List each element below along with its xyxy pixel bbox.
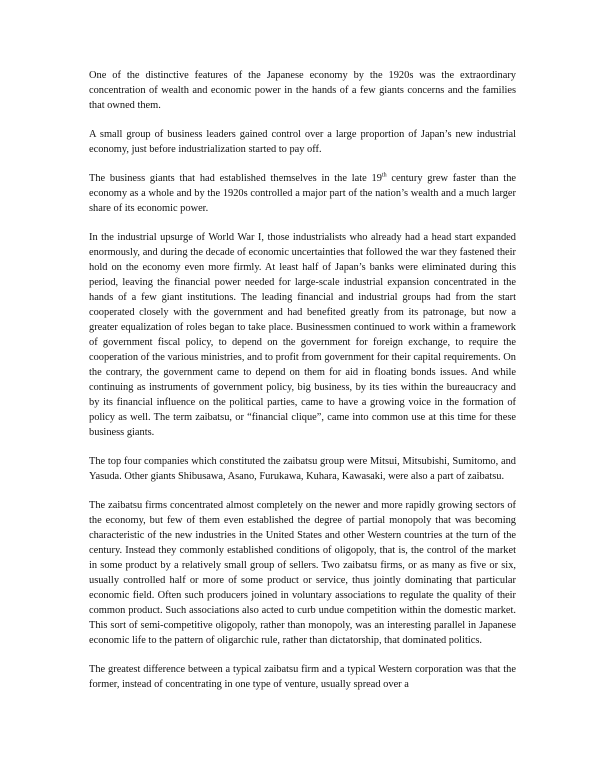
paragraph-6: The zaibatsu firms concentrated almost completely on the newer and more rapidly growing sectors of the economy, but few of them even established the degree of partial monopoly that was becoming characteristic of the new industries in the United States and other Western countries at the turn of the century. Instead they commonly established conditions of oligopoly, that is, the control of the market in some product by a relatively small group of sellers. Two zaibatsu firms, or as many as five or six, usually controlled half or more of some product or service, thus jointly dominating that particular economic field. Often such producers joined in voluntary associations to regulate the quality of their common product. Such associations also acted to curb undue competition within the domestic market. This sort of semi-competitive oligopoly, rather than monopoly, was an interesting parallel in Japanese economic life to the pattern of oligarchic rule, rather than dictatorship, that dominated politics.	[89, 500, 516, 646]
paragraph-2: A small group of business leaders gained control over a large proportion of Japan’s new industrial economy, just before industrialization started to pay off.	[89, 129, 516, 155]
paragraph-5: The top four companies which constituted the zaibatsu group were Mitsui, Mitsubishi, Sumitomo, and Yasuda. Other giants Shibusawa, Asano, Furukawa, Kuhara, Kawasaki, were also a part of zaibatsu.	[89, 456, 516, 482]
paragraph-3-end: century grew faster than the economy as a whole and by the 1920s controlled a major part of the nation’s wealth and a much larger share of its economic power.	[89, 173, 516, 214]
paragraph-3	[89, 171, 516, 216]
paragraph-7: The greatest difference between a typical zaibatsu firm and a typical Western corporation was that the former, instead of concentrating in one type of venture, usually spread over a	[89, 664, 516, 690]
paragraph-3-start: The business giants that had established themselves in the late 19	[89, 173, 382, 184]
ordinal-suffix: th	[381, 172, 387, 179]
paragraph-4: In the industrial upsurge of World War I, those industrialists who already had a head start expanded enormously, and during the decade of economic uncertainties that followed the war they fastened their hold on the economy even more firmly. At least half of Japan’s banks were eliminated during this period, leaving the financial power needed for large-scale industrial expansion concentrated in the hands of a few giant institutions. The leading financial and industrial groups had from the start cooperated closely with the government and had benefited greatly from its patronage, but now a greater equalization of roles began to take place. Businessmen continued to work within a framework of government fiscal policy, to depend on the government for foreign exchange, to require the cooperation of the various ministries, and to profit from government for their capital requirements. On the contrary, the government came to depend on them for aid in floating bonds issues. And while continuing as instruments of government policy, big business, by its ties within the bureaucracy and by its financial influence on the political parties, came to have a growing voice in the formation of policy as well. The term zaibatsu, or “financial clique”, came into common use at this time for these business giants.	[89, 232, 516, 438]
paragraph-1: One of the distinctive features of the Japanese economy by the 1920s was the extraordinary concentration of wealth and economic power in the hands of a few giants concerns and the families that owned them.	[89, 70, 516, 111]
